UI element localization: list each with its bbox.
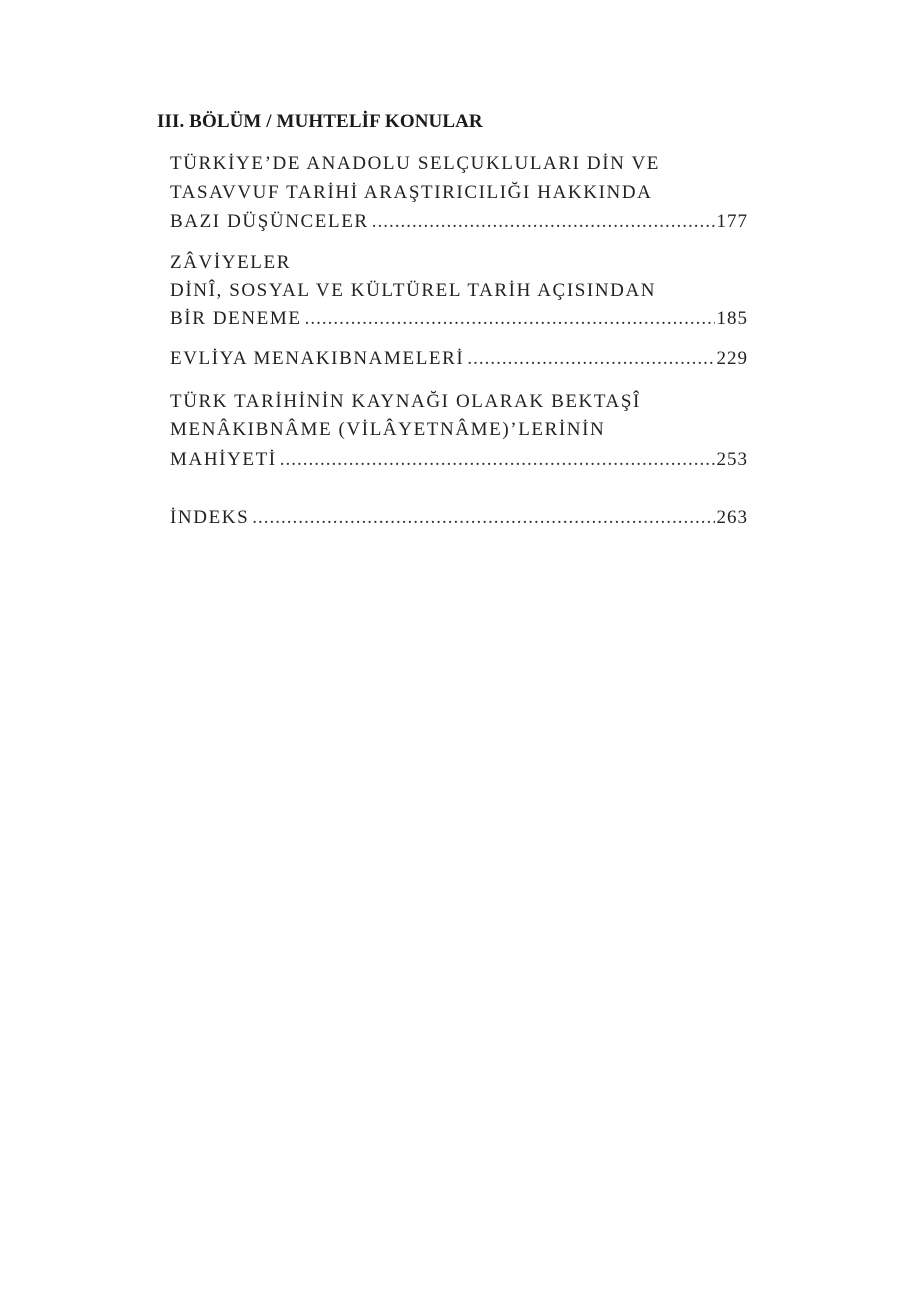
section-heading: III. BÖLÜM / MUHTELİF KONULAR bbox=[157, 111, 483, 132]
toc-page-number: 229 bbox=[716, 348, 748, 369]
toc-entry-title-line: EVLİYA MENAKIBNAMELERİ bbox=[170, 348, 465, 369]
toc-entry-title-line: TÜRKİYE’DE ANADOLU SELÇUKLULARI DİN VE bbox=[170, 153, 661, 174]
dot-leader bbox=[372, 210, 715, 234]
toc-entry-leader-line bbox=[170, 506, 748, 530]
toc-entry-title-line: BAZI DÜŞÜNCELER bbox=[170, 211, 369, 232]
toc-entry-title-line: DİNÎ, SOSYAL VE KÜLTÜREL TARİH AÇISINDAN bbox=[170, 280, 657, 301]
toc-entry-title-line: MENÂKIBNÂME (VİLÂYETNÂME)’LERİNİN bbox=[170, 419, 606, 440]
toc-entry-leader-line bbox=[170, 448, 748, 472]
dot-leader bbox=[467, 347, 714, 371]
toc-page-number: 177 bbox=[716, 211, 748, 232]
toc-entry-leader-line bbox=[170, 347, 748, 371]
toc-entry-leader-line bbox=[170, 210, 748, 234]
dot-leader bbox=[252, 506, 714, 530]
toc-entry-title-line: BİR DENEME bbox=[170, 308, 302, 329]
toc-page-number: 263 bbox=[716, 507, 748, 528]
dot-leader bbox=[305, 307, 715, 331]
toc-page-number: 253 bbox=[716, 449, 748, 470]
toc-entry-leader-line bbox=[170, 307, 748, 331]
toc-entry-title-line: MAHİYETİ bbox=[170, 449, 277, 470]
toc-entry-title-line: ZÂVİYELER bbox=[170, 252, 291, 273]
toc-entry-title-line: İNDEKS bbox=[170, 507, 250, 528]
dot-leader bbox=[280, 448, 715, 472]
toc-entry-title-line: TÜRK TARİHİNİN KAYNAĞI OLARAK BEKTAŞÎ bbox=[170, 391, 641, 412]
toc-page-number: 185 bbox=[716, 308, 748, 329]
toc-entry-title-line: TASAVVUF TARİHİ ARAŞTIRICILIĞI HAKKINDA bbox=[170, 182, 653, 203]
